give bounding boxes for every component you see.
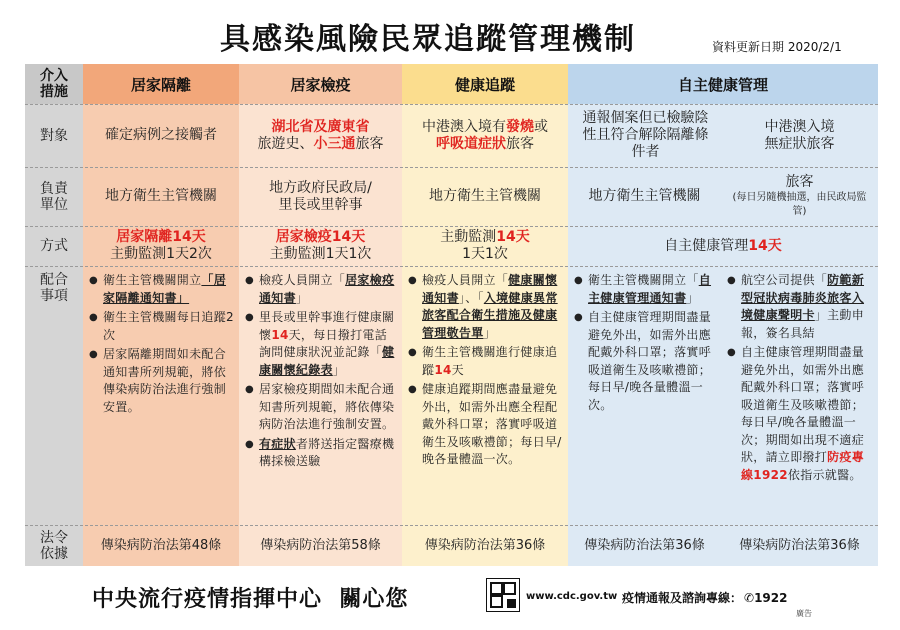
list-item: ● 衛生主管機關每日追蹤2次 bbox=[89, 309, 235, 344]
unit-self-management-a: 地方衛生主管機關 bbox=[588, 188, 701, 204]
measures-isolation bbox=[89, 272, 235, 418]
row-divider bbox=[25, 266, 878, 267]
method-sm-days: 14天 bbox=[748, 237, 782, 254]
target-hq-text-b: 旅客 bbox=[355, 135, 384, 152]
header-corner: 介入 措施 bbox=[25, 64, 83, 104]
row-label-unit: 負責 單位 bbox=[40, 180, 68, 213]
list-item: ● 里長或里幹事進行健康關懷14天，每日撥打電話詢問健康狀況並記錄「健康關懷紀錄表」 bbox=[245, 309, 397, 379]
row-label-law: 法令 依據 bbox=[40, 529, 68, 562]
unit-health-tracking: 地方衛生主管機關 bbox=[429, 188, 541, 204]
target-home-quarantine bbox=[239, 104, 402, 167]
list-item: ● 自主健康管理期間盡量避免外出，如需外出應配戴外科口罩；落實呼吸道衛生及咳嗽禮節；每日早/晚各量體溫一次。 bbox=[574, 309, 716, 414]
list-item: ● 衛生主管機關開立「自主健康管理通知書」 bbox=[574, 272, 716, 307]
law-self-management-b: 傳染病防治法第36條 bbox=[739, 537, 860, 553]
target-ht-highlight-2: 呼吸道症狀 bbox=[436, 135, 506, 152]
list-item: ● 檢疫人員開立「健康關懷通知書」、「入境健康異常旅客配合衛生措施及健康管理敬告單」 bbox=[408, 272, 563, 342]
target-ht-text-a: 中港澳入境有 bbox=[422, 118, 506, 135]
unit-traveler-note: (每日另隨機抽選，由民政局監管) bbox=[732, 192, 867, 217]
method-self-management bbox=[568, 226, 878, 266]
method-ht-b: 1天1次 bbox=[462, 246, 508, 262]
list-item: ● 居家檢疫期間如未配合通知書所列規範，將依傳染病防治法進行強制安置。 bbox=[245, 381, 397, 434]
ad-label: 廣告 bbox=[796, 609, 812, 618]
unit-traveler: 旅客 bbox=[785, 174, 814, 190]
page-title: 具感染風險民眾追蹤管理機制 bbox=[220, 22, 636, 57]
list-item: ● 檢疫人員開立「居家檢疫通知書」 bbox=[245, 272, 397, 307]
list-item: ● 健康追蹤期間應盡量避免外出，如需外出應全程配戴外科口罩；落實呼吸道衛生及咳嗽禮節；每日早/晚各量體溫一次。 bbox=[408, 381, 563, 469]
footer-organization: 中央流行疫情指揮中心 關心您 bbox=[92, 587, 409, 612]
method-isolation bbox=[83, 226, 239, 266]
method-iso-monitor: 主動監測1天2次 bbox=[110, 246, 212, 262]
list-item: ● 航空公司提供「防範新型冠狀病毒肺炎旅客入境健康聲明卡」主動申報，簽名具結 bbox=[727, 272, 873, 342]
header-health-tracking: 健康追蹤 bbox=[402, 64, 568, 104]
hotline bbox=[622, 589, 787, 606]
method-ht-a: 主動監測 bbox=[440, 229, 497, 245]
unit-isolation: 地方衛生主管機關 bbox=[105, 188, 217, 204]
target-ht-text-b: 或 bbox=[534, 118, 548, 135]
unit-home-quarantine: 地方政府民政局/ 里長或里幹事 bbox=[269, 179, 372, 213]
measures-health-tracking bbox=[408, 272, 563, 471]
law-home-quarantine: 傳染病防治法第58條 bbox=[260, 537, 381, 553]
list-item: ● 衛生主管機關開立「居家隔離通知書」 bbox=[89, 272, 235, 307]
qr-code-icon bbox=[486, 578, 520, 612]
phone-icon: ✆ bbox=[744, 591, 755, 605]
target-ht-highlight: 發燒 bbox=[506, 118, 534, 135]
hotline-number: 1922 bbox=[754, 591, 788, 605]
row-label-measures: 配合 事項 bbox=[40, 272, 68, 304]
row-label-method: 方式 bbox=[40, 238, 68, 254]
website-link[interactable]: www.cdc.gov.tw bbox=[526, 591, 618, 602]
target-hq-text-a: 旅遊史、 bbox=[257, 135, 314, 152]
measures-home-quarantine bbox=[245, 272, 397, 473]
hotline-label: 疫情通報及諮詢專線： bbox=[622, 591, 743, 605]
law-self-management-a: 傳染病防治法第36條 bbox=[584, 537, 705, 553]
method-health-tracking bbox=[402, 226, 568, 266]
target-hq-highlight-2: 小三通 bbox=[313, 135, 356, 152]
list-item: ● 衛生主管機關進行健康追蹤14天 bbox=[408, 344, 563, 379]
target-self-management-a: 通報個案但已檢驗陰性且符合解除隔離條件者 bbox=[582, 110, 709, 160]
tracking-table bbox=[25, 64, 878, 566]
law-isolation: 傳染病防治法第48條 bbox=[100, 537, 222, 553]
target-self-management-b: 中港澳入境 無症狀旅客 bbox=[764, 118, 835, 152]
measures-self-management-b bbox=[727, 272, 873, 486]
method-hq-monitor: 主動監測1天1次 bbox=[269, 246, 372, 262]
method-ht-days: 14天 bbox=[496, 229, 530, 245]
method-iso-days: 居家隔離14天 bbox=[116, 229, 206, 245]
unit-self-management-b bbox=[731, 167, 868, 226]
row-label-target: 對象 bbox=[40, 127, 68, 144]
target-isolation: 確定病例之接觸者 bbox=[105, 127, 217, 143]
header-home-quarantine: 居家檢疫 bbox=[239, 64, 402, 104]
list-item: ● 有症狀者將送指定醫療機構採檢送驗 bbox=[245, 436, 397, 471]
method-home-quarantine bbox=[239, 226, 402, 266]
header-isolation: 居家隔離 bbox=[83, 64, 239, 104]
header-self-management: 自主健康管理 bbox=[568, 64, 878, 104]
target-hq-highlight: 湖北省及廣東省 bbox=[271, 118, 370, 135]
target-ht-text-c: 旅客 bbox=[506, 135, 534, 152]
measures-self-management-a bbox=[574, 272, 716, 416]
method-hq-days: 居家檢疫14天 bbox=[275, 229, 366, 245]
update-date: 資料更新日期 2020/2/1 bbox=[712, 40, 842, 54]
list-item: ● 自主健康管理期間盡量避免外出，如需外出應配戴外科口罩；落實呼吸道衛生及咳嗽禮節；每日早/晚各量體溫一次；期間如出現不適症狀，請立即撥打防疫專線1922依指示就醫。 bbox=[727, 344, 873, 484]
method-sm-a: 自主健康管理 bbox=[664, 237, 749, 254]
list-item: ● 居家隔離期間如未配合通知書所列規範，將依傳染病防治法進行強制安置。 bbox=[89, 346, 235, 416]
law-health-tracking: 傳染病防治法第36條 bbox=[424, 537, 546, 553]
target-health-tracking bbox=[402, 104, 568, 167]
